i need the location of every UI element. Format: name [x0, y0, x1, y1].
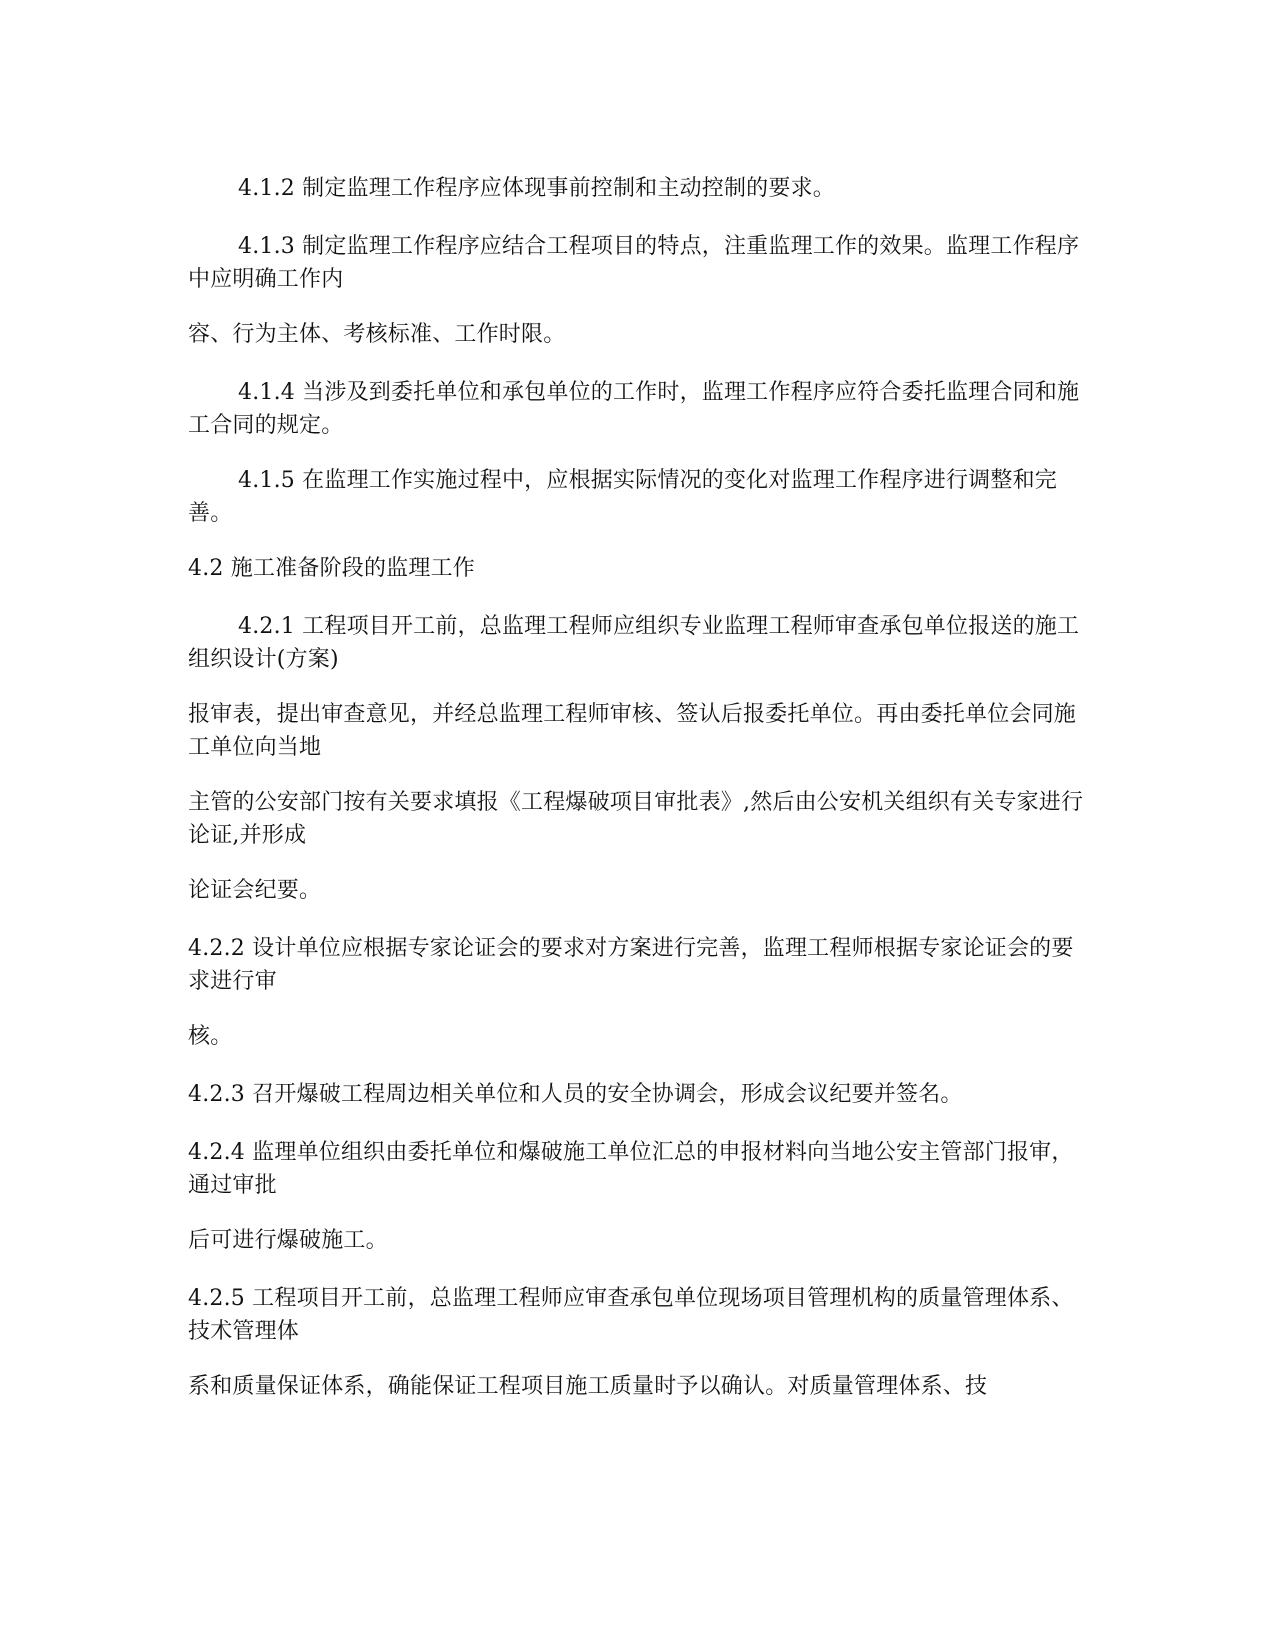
paragraph-4-1-2: 4.1.2 制定监理工作程序应体现事前控制和主动控制的要求。 [238, 176, 835, 201]
paragraph-4-1-5: 4.1.5 在监理工作实施过程中，应根据实际情况的变化对监理工作程序进行调整和完善。 [188, 468, 1057, 526]
paragraph-4-2-3: 4.2.3 召开爆破工程周边相关单位和人员的安全协调会，形成会议纪要并签名。 [188, 1082, 963, 1107]
paragraph-4-2-1-cont-3: 论证会纪要。 [188, 878, 322, 903]
paragraph-4-2-1-cont-1: 报审表，提出审查意见，并经总监理工程师审核、签认后报委托单位。再由委托单位会同施工单位向当地 [188, 702, 1077, 760]
section-heading-4-2: 4.2 施工准备阶段的监理工作 [188, 556, 475, 581]
paragraph-4-1-3-cont: 容、行为主体、考核标准、工作时限。 [188, 322, 566, 347]
paragraph-4-1-3: 4.1.3 制定监理工作程序应结合工程项目的特点，注重监理工作的效果。监理工作程序中应明确工作内 [188, 234, 1080, 292]
paragraph-4-2-5-cont: 系和质量保证体系，确能保证工程项目施工质量时予以确认。对质量管理体系、技 [188, 1374, 988, 1399]
paragraph-4-2-5: 4.2.5 工程项目开工前，总监理工程师应审查承包单位现场项目管理机构的质量管理体系、技术管理体 [188, 1286, 1074, 1344]
paragraph-4-2-1: 4.2.1 工程项目开工前，总监理工程师应组织专业监理工程师审查承包单位报送的施工组织设计(方案) [188, 614, 1080, 672]
paragraph-4-1-4: 4.1.4 当涉及到委托单位和承包单位的工作时，监理工作程序应符合委托监理合同和施工合同的规定。 [188, 380, 1080, 438]
paragraph-4-2-2: 4.2.2 设计单位应根据专家论证会的要求对方案进行完善，监理工程师根据专家论证会的要求进行审 [188, 936, 1074, 994]
paragraph-4-2-2-cont: 核。 [188, 1024, 233, 1049]
paragraph-4-2-4-cont: 后可进行爆破施工。 [188, 1228, 388, 1253]
paragraph-4-2-4: 4.2.4 监理单位组织由委托单位和爆破施工单位汇总的申报材料向当地公安主管部门报审，通过审批 [188, 1140, 1074, 1198]
paragraph-4-2-1-cont-2: 主管的公安部门按有关要求填报《工程爆破项目审批表》,然后由公安机关组织有关专家进行论证,并形成 [188, 790, 1084, 848]
